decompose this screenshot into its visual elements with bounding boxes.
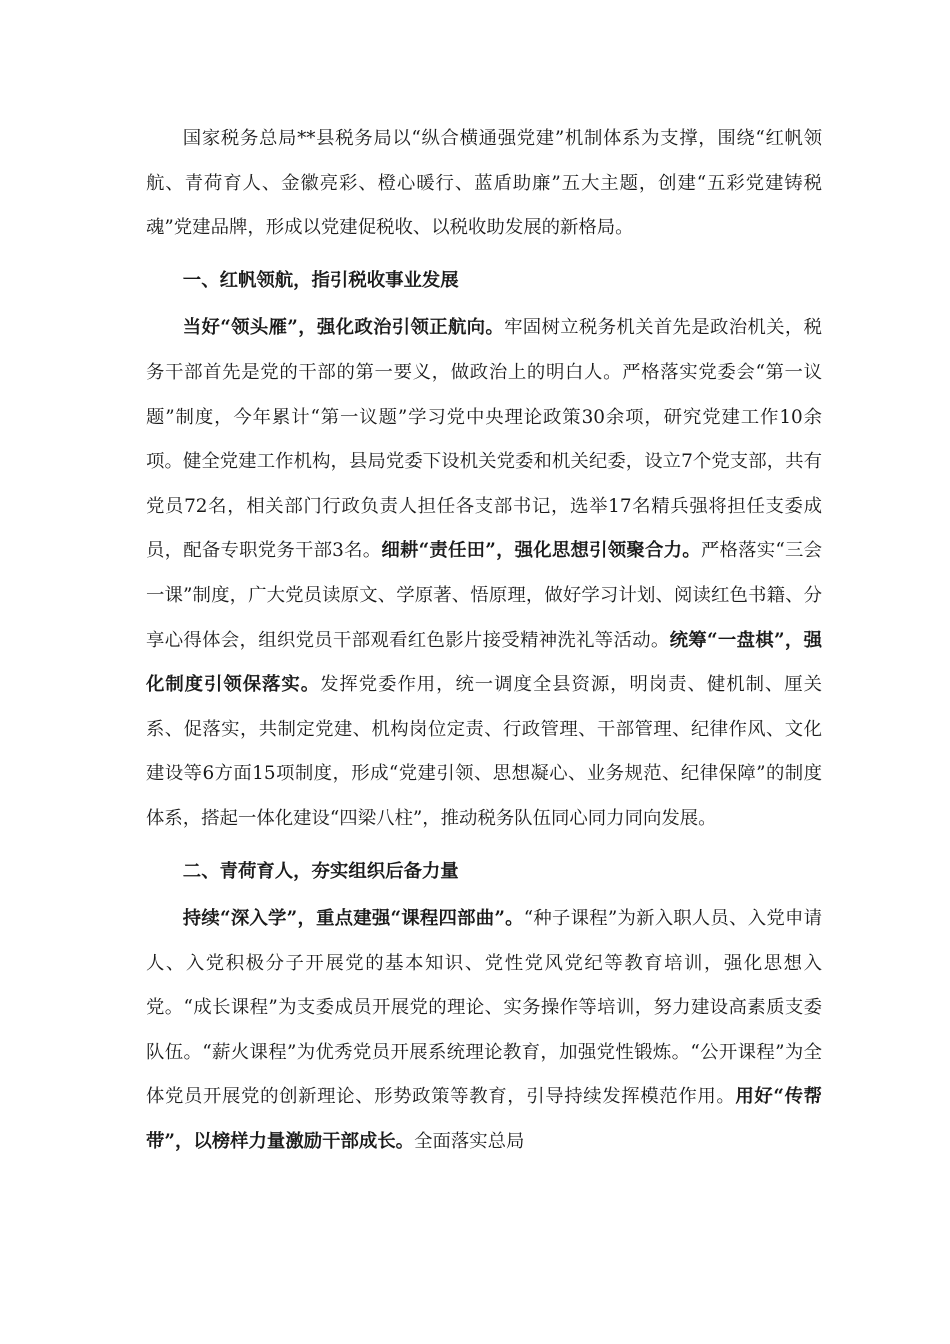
section1-lead-1: 当好“领头雁”，强化政治引领正航向。 [182, 317, 505, 339]
section1-paragraph [146, 306, 822, 841]
section2-text-2: 全面落实总局 [414, 1131, 525, 1153]
section2-paragraph [146, 897, 822, 1165]
section1-lead-3: 统筹“一盘棋”，强化制度引领保落实。 [146, 629, 822, 696]
document-page [146, 117, 822, 1165]
section-heading-1: 一、红帆领航，指引税收事业发展 [182, 269, 459, 291]
section1-text-3: 发挥党委作用，统一调度全县资源，明岗责、健机制、厘关系、促落实，共制定党建、机构岗位定责、行政管理、干部管理、纪律作风、文化建设等6方面15项制度，形成“党建引领、思想凝心、业务规范、纪律保障”的制度体系，搭起一体化建设“四梁八柱”，推动税务队伍同心同力同向发展。 [146, 674, 822, 829]
intro-paragraph: 国家税务总局**县税务局以“纵合横通强党建”机制体系为支撑，围绕“红帆领航、青荷育人、金徽亮彩、橙心暖行、蓝盾助廉”五大主题，创建“五彩党建铸税魂”党建品牌，形成以党建促税收、以税收助发展的新格局。 [146, 128, 822, 239]
section2-lead-1: 持续“深入学”，重点建强“课程四部曲”。 [182, 908, 524, 930]
section2-lead-2: 用好“传帮带”，以榜样力量激励干部成长。 [146, 1086, 822, 1153]
section1-text-2: 严格落实“三会一课”制度，广大党员读原文、学原著、悟原理，做好学习计划、阅读红色书籍、分享心得体会，组织党员干部观看红色影片接受精神洗礼等活动。 [146, 540, 822, 651]
section1-text-1: 牢固树立税务机关首先是政治机关，税务干部首先是党的干部的第一要义，做政治上的明白人。严格落实党委会“第一议题”制度，今年累计“第一议题”学习党中央理论政策30余项，研究党建工作10余项。健全党建工作机构，县局党委下设机关党委和机关纪委，设立7个党支部，共有党员72名，相关部门行政负责人担任各支部书记，选举17名精兵强将担任支委成员，配备专职党务干部3名。 [146, 317, 822, 562]
section1-lead-2: 细耕“责任田”，强化思想引领聚合力。 [381, 540, 701, 562]
section-heading-2: 二、青荷育人，夯实组织后备力量 [182, 860, 459, 882]
section2-text-1: “种子课程”为新入职人员、入党申请人、入党积极分子开展党的基本知识、党性党风党纪等教育培训，强化思想入党。“成长课程”为支委成员开展党的理论、实务操作等培训，努力建设高素质支委队伍。“薪火课程”为优秀党员开展系统理论教育，加强党性锻炼。“公开课程”为全体党员开展党的创新理论、形势政策等教育，引导持续发挥模范作用。 [146, 908, 822, 1108]
